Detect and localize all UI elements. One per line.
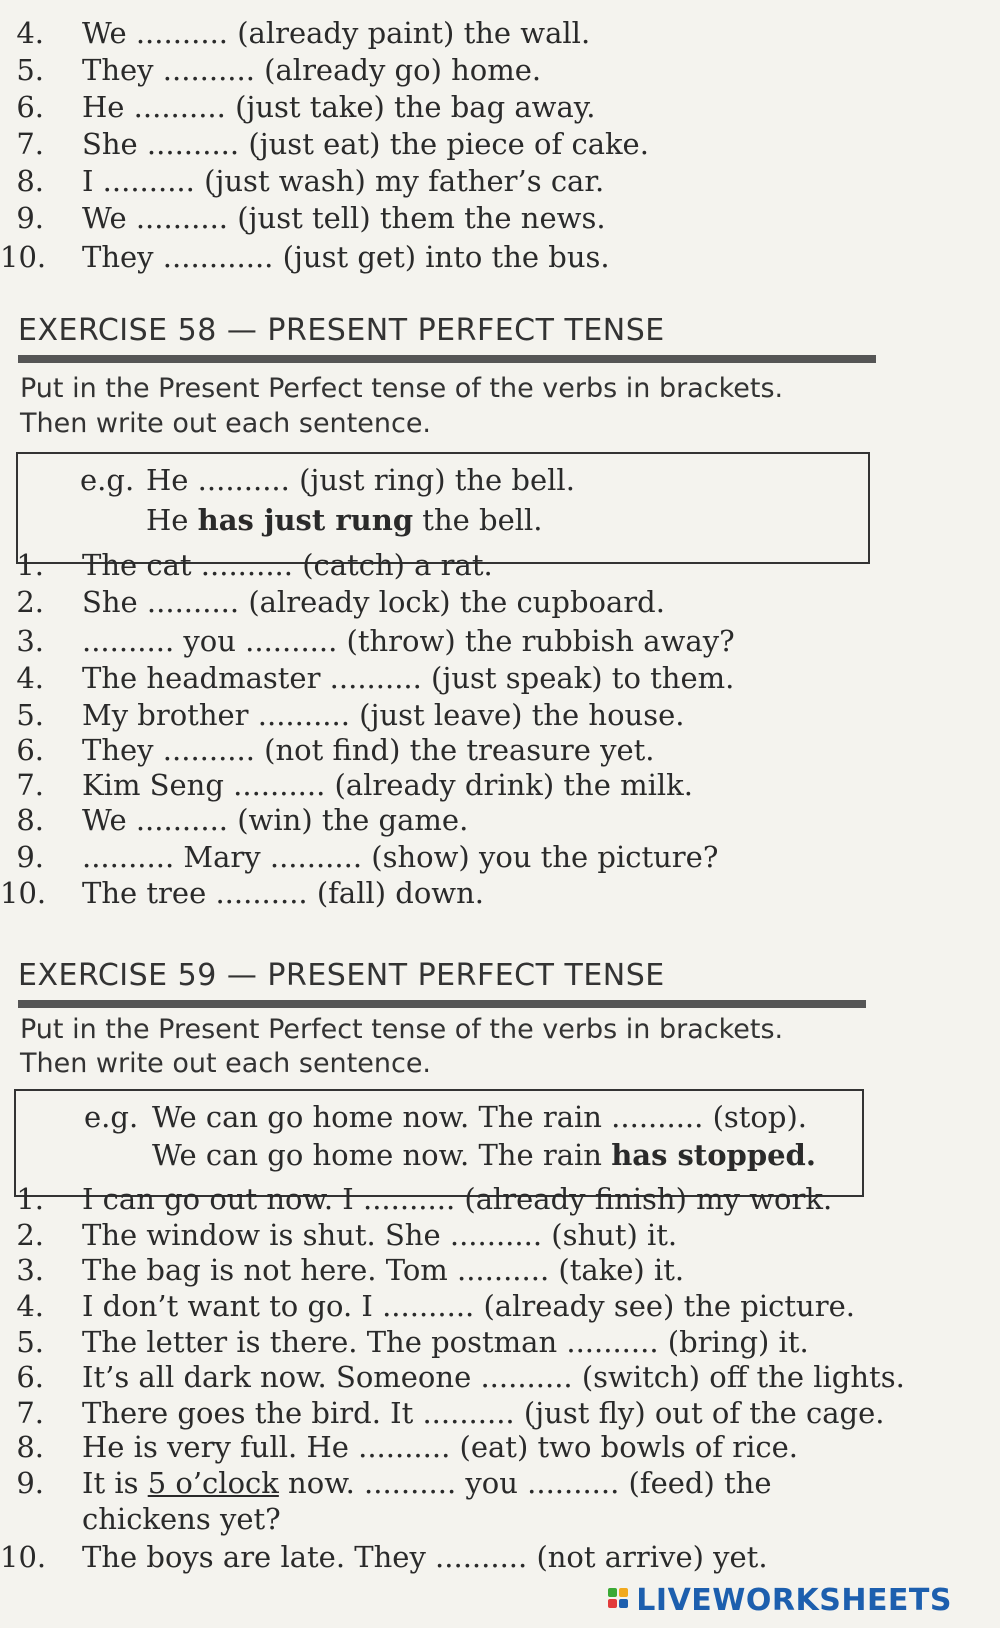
item-number: 7. [16, 127, 44, 161]
item-number: 8. [16, 803, 44, 837]
item-text: .......... Mary .......... (show) you the picture? [82, 840, 719, 874]
item-text: He is very full. He .......... (eat) two bowls of rice. [82, 1430, 799, 1464]
item-number: 8. [16, 164, 44, 198]
item-number: 1. [16, 1182, 44, 1216]
item-text: They .......... (not find) the treasure yet. [82, 733, 655, 767]
item-number: 1. [16, 548, 44, 582]
example-question: He .......... (just ring) the bell. [146, 463, 575, 497]
instruction-line-1: Put in the Present Perfect tense of the verbs in brackets. [20, 373, 784, 404]
item-number: 6. [16, 733, 44, 767]
example-answer: We can go home now. The rain has stopped. [152, 1138, 816, 1172]
item-number: 4. [16, 1289, 44, 1323]
heading-rule [18, 1000, 866, 1008]
item-text: We .......... (already paint) the wall. [82, 16, 591, 50]
item-number: 9. [16, 1466, 44, 1500]
example-question: We can go home now. The rain .......... (stop). [152, 1100, 807, 1134]
item-number: 4. [16, 661, 44, 695]
item-number: 7. [16, 1396, 44, 1430]
item-number: 9. [16, 201, 44, 235]
item-text: The boys are late. They .......... (not arrive) yet. [82, 1540, 768, 1574]
item-text: The window is shut. She .......... (shut) it. [82, 1218, 678, 1252]
item-number: 4. [16, 16, 44, 50]
item-text: We .......... (win) the game. [82, 803, 469, 837]
item-text: It’s all dark now. Someone .......... (switch) off the lights. [82, 1360, 905, 1394]
heading-rule [18, 355, 876, 363]
item-text: He .......... (just take) the bag away. [82, 90, 596, 124]
example-answer-verb: has just rung [197, 503, 414, 537]
exercise-heading: EXERCISE 58 — PRESENT PERFECT TENSE [18, 313, 665, 348]
item-text: They .......... (already go) home. [82, 53, 542, 87]
item-number: 5. [16, 1325, 44, 1359]
instruction-line-2: Then write out each sentence. [20, 408, 432, 439]
item-number: 10. [0, 1540, 47, 1574]
instruction-line-2: Then write out each sentence. [20, 1048, 432, 1079]
instruction-line-1: Put in the Present Perfect tense of the verbs in brackets. [20, 1014, 784, 1045]
example-label: e.g. [84, 1100, 139, 1134]
liveworksheets-watermark [608, 1583, 952, 1618]
item-text: The letter is there. The postman .......... (bring) it. [82, 1325, 809, 1359]
item-text: My brother .......... (just leave) the house. [82, 698, 685, 732]
item-number: 5. [16, 698, 44, 732]
item-text: She .......... (just eat) the piece of cake. [82, 127, 649, 161]
example-answer: He has just rung the bell. [146, 503, 543, 537]
exercise-heading: EXERCISE 59 — PRESENT PERFECT TENSE [18, 958, 665, 993]
example-label: e.g. [80, 463, 135, 497]
item-number: 3. [16, 624, 44, 658]
item-number: 3. [16, 1253, 44, 1287]
item-text: The bag is not here. Tom .......... (take) it. [82, 1253, 685, 1287]
item-number: 5. [16, 53, 44, 87]
item-number: 2. [16, 1218, 44, 1252]
item-text: The cat .......... (catch) a rat. [82, 548, 493, 582]
watermark-text: LIVEWORKSHEETS [636, 1583, 952, 1618]
item-text: I don’t want to go. I .......... (already see) the picture. [82, 1289, 855, 1323]
item-number: 6. [16, 1360, 44, 1394]
item-number: 10. [0, 876, 47, 910]
liveworksheets-logo-icon [608, 1588, 630, 1614]
item-text: The tree .......... (fall) down. [82, 876, 485, 910]
example-box [14, 1089, 864, 1197]
item-text: chickens yet? [82, 1502, 281, 1536]
item-text: There goes the bird. It .......... (just fly) out of the cage. [82, 1396, 885, 1430]
item-text: We .......... (just tell) them the news. [82, 201, 606, 235]
item-number: 8. [16, 1430, 44, 1464]
example-answer-verb: has stopped. [611, 1138, 816, 1172]
item-text: It is 5 o’clock now. .......... you .......... (feed) the [82, 1466, 772, 1500]
item-text: The headmaster .......... (just speak) to them. [82, 661, 735, 695]
item-number: 10. [0, 240, 47, 274]
item-text: I can go out now. I .......... (already finish) my work. [82, 1182, 833, 1216]
item-number: 2. [16, 585, 44, 619]
item-number: 9. [16, 840, 44, 874]
underlined-time: 5 o’clock [147, 1466, 279, 1500]
item-text: They ............ (just get) into the bus. [82, 240, 610, 274]
item-number: 7. [16, 768, 44, 802]
item-text: Kim Seng .......... (already drink) the milk. [82, 768, 693, 802]
item-text: She .......... (already lock) the cupboard. [82, 585, 665, 619]
item-text: I .......... (just wash) my father’s car. [82, 164, 605, 198]
item-text: .......... you .......... (throw) the rubbish away? [82, 624, 735, 658]
item-number: 6. [16, 90, 44, 124]
